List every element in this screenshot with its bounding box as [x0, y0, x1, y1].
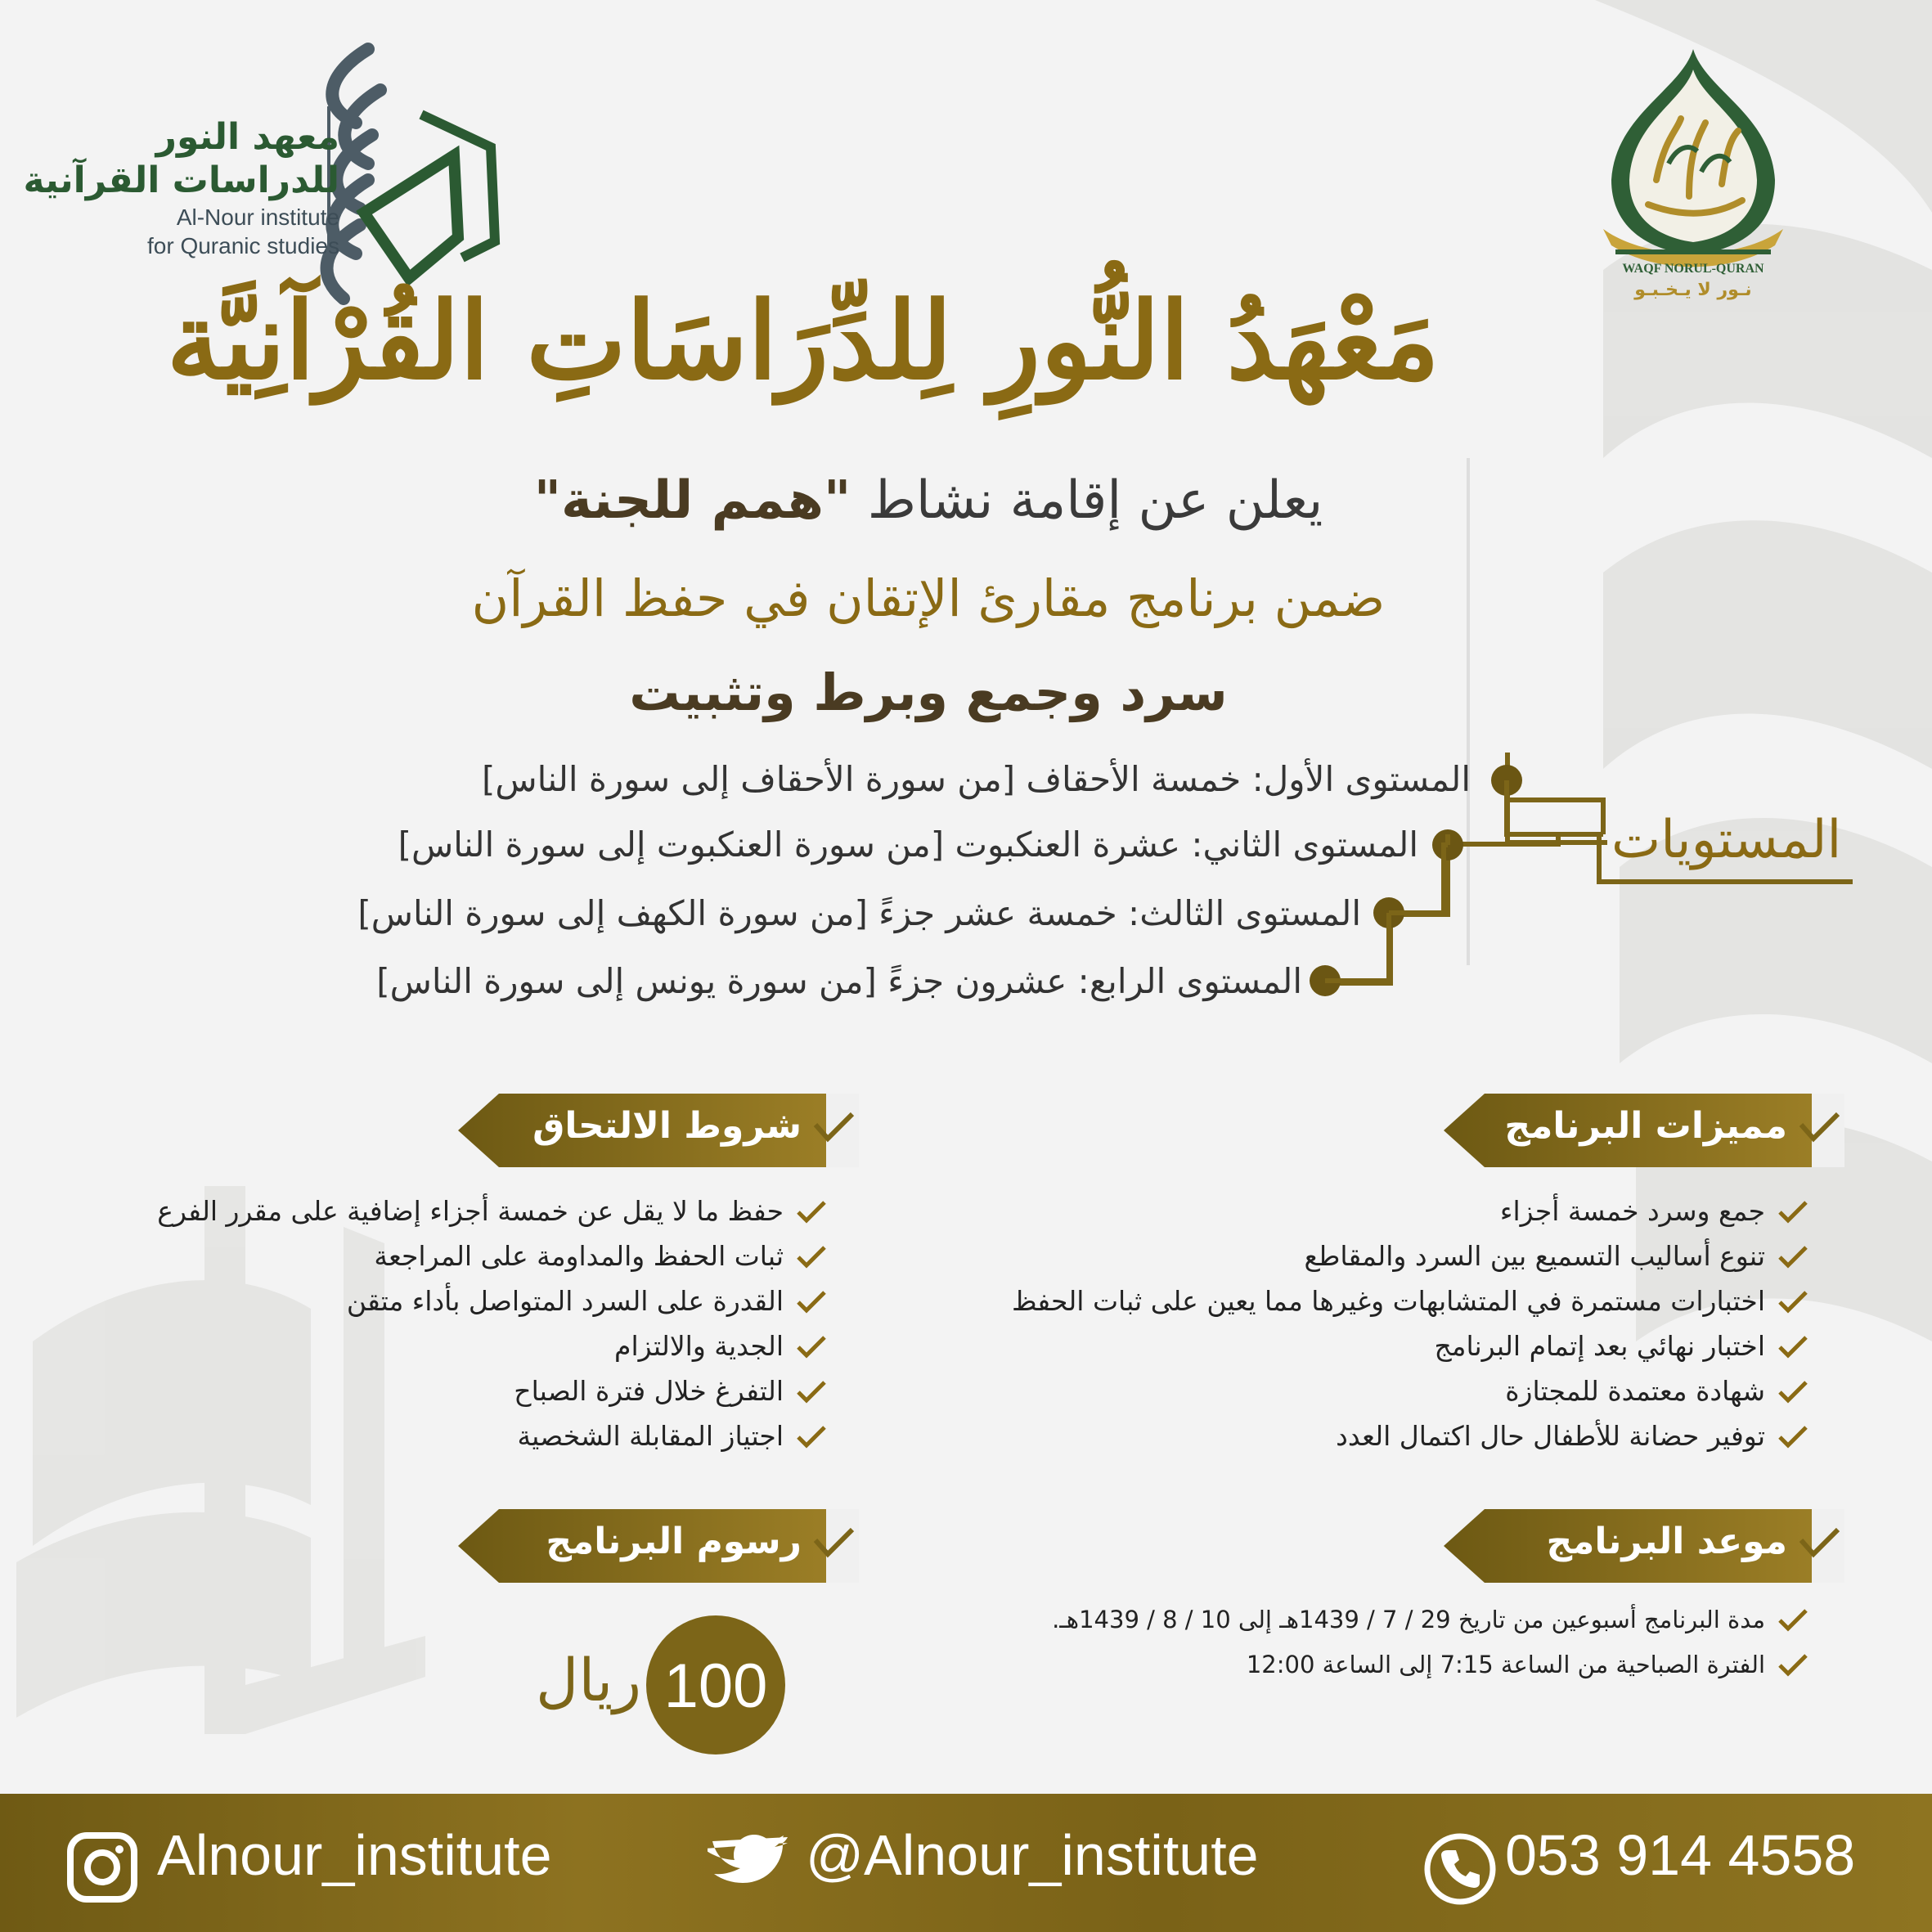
institute-name-en-line1: Al-Nour institute	[176, 204, 339, 230]
program-motto: سرد وجمع وبرط وتثبيت	[629, 663, 1228, 722]
list-item: توفير حضانة للأطفال حال اكتمال العدد	[910, 1413, 1809, 1458]
fee-currency: ريال	[536, 1646, 642, 1714]
level-3-text: المستوى الثالث: خمسة عشر جزءً [من سورة الكهف إلى سورة الناس]	[357, 893, 1361, 933]
phone-icon[interactable]	[1423, 1832, 1497, 1906]
twitter-handle[interactable]: @Alnour_institute	[806, 1823, 1259, 1887]
list-item: اختبار نهائي بعد إتمام البرنامج	[910, 1323, 1809, 1368]
levels-label: المستويات	[1611, 810, 1842, 870]
features-title: مميزات البرنامج	[1504, 1105, 1787, 1147]
list-item: اختبارات مستمرة في المتشابهات وغيرها مما يعين على ثبات الحفظ	[910, 1278, 1809, 1323]
schedule-title: موعد البرنامج	[1546, 1521, 1787, 1562]
level-1-text: المستوى الأول: خمسة الأحقاف [من سورة الأحقاف إلى سورة الناس]	[481, 759, 1471, 799]
waqf-logo	[1599, 41, 1787, 311]
waqf-name-en: WAQF NORUL-QURAN	[1622, 262, 1764, 276]
check-icon	[795, 1424, 828, 1449]
features-banner	[1444, 1094, 1861, 1167]
instagram-icon[interactable]	[65, 1831, 139, 1904]
institute-name-en-line2: for Quranic studies	[147, 233, 339, 258]
check-icon	[795, 1289, 828, 1314]
check-icon	[1777, 1289, 1809, 1314]
list-item: القدرة على السرد المتواصل بأداء متقن	[173, 1278, 828, 1323]
check-icon	[1777, 1607, 1809, 1632]
page-title: مَعْهَدُ النُّورِ لِلدِّرَاسَاتِ القُرْآنِيَّة	[166, 278, 1440, 403]
list-item: تنوع أساليب التسميع بين السرد والمقاطع	[910, 1233, 1809, 1278]
list-item: اجتياز المقابلة الشخصية	[173, 1413, 828, 1458]
list-item: الجدية والالتزام	[173, 1323, 828, 1368]
announcement	[458, 470, 1399, 531]
list-item: التفرغ خلال فترة الصباح	[173, 1368, 828, 1413]
fee-amount: 100	[663, 1651, 768, 1721]
requirements-banner	[458, 1094, 875, 1167]
announcement-prefix: يعلن عن إقامة نشاط	[851, 470, 1323, 531]
check-icon	[795, 1199, 828, 1224]
waqf-slogan-ar: نـور لا يـخـبـو	[1634, 280, 1752, 300]
list-item: حفظ ما لا يقل عن خمسة أجزاء إضافية على مقرر الفرع	[173, 1188, 828, 1233]
requirements-title: شروط الالتحاق	[532, 1105, 802, 1147]
program-subtitle: ضمن برنامج مقارئ الإتقان في حفظ القرآن	[471, 568, 1386, 628]
institute-name-ar-line1: معهد النور	[155, 116, 339, 158]
check-icon	[1777, 1334, 1809, 1359]
check-icon	[1777, 1379, 1809, 1404]
instagram-handle[interactable]: Alnour_institute	[157, 1823, 552, 1887]
twitter-icon[interactable]	[708, 1835, 789, 1904]
check-icon	[1777, 1244, 1809, 1269]
fees-banner	[458, 1509, 875, 1583]
check-icon	[1777, 1424, 1809, 1449]
check-icon	[795, 1244, 828, 1269]
institute-logo	[23, 41, 507, 311]
list-item: مدة البرنامج أسبوعين من تاريخ 29 / 7 / 1439هـ إلى 10 / 8 / 1439هـ.	[950, 1597, 1809, 1642]
fees-title: رسوم البرنامج	[546, 1521, 802, 1562]
schedule-banner	[1444, 1509, 1861, 1583]
institute-name-ar-line2: للدراسات القرآنية	[23, 160, 339, 201]
check-icon	[1777, 1652, 1809, 1677]
features-list	[910, 1188, 1809, 1458]
check-icon	[795, 1379, 828, 1404]
schedule-list	[950, 1597, 1809, 1687]
check-icon	[795, 1334, 828, 1359]
list-item: شهادة معتمدة للمجتازة	[910, 1368, 1809, 1413]
list-item: الفترة الصباحية من الساعة 7:15 إلى الساعة 12:00	[950, 1642, 1809, 1687]
phone-number[interactable]: 053 914 4558	[1505, 1823, 1856, 1887]
check-icon	[1777, 1199, 1809, 1224]
requirements-list	[157, 1188, 828, 1458]
list-item: جمع وسرد خمسة أجزاء	[910, 1188, 1809, 1233]
activity-name: "همم للجنة"	[533, 470, 851, 531]
level-4-text: المستوى الرابع: عشرون جزءً [من سورة يونس إلى سورة الناس]	[376, 961, 1302, 1001]
list-item: ثبات الحفظ والمداومة على المراجعة	[173, 1233, 828, 1278]
level-2-text: المستوى الثاني: عشرة العنكبوت [من سورة العنكبوت إلى سورة الناس]	[398, 824, 1418, 865]
